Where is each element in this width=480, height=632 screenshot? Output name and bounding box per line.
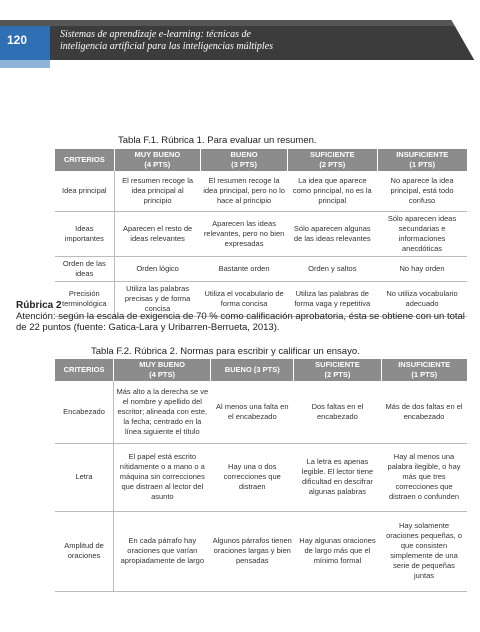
table2 — [55, 359, 467, 592]
header-label: INSUFICIENTE — [396, 150, 449, 159]
table1-header-muy-bueno — [114, 149, 200, 171]
table1-header-bueno — [201, 149, 288, 171]
criterion-cell: Orden de las ideas — [55, 256, 114, 281]
header-corner-cut — [440, 0, 480, 70]
header-label: BUENO (3 PTS) — [224, 365, 280, 374]
rubric2-section — [16, 300, 471, 333]
table-cell: El resumen recoge la idea principal, pero no lo hace al principio — [201, 171, 288, 211]
table-row — [55, 256, 467, 281]
table-cell: Aparecen las ideas relevantes, pero no bien expresadas — [201, 211, 288, 256]
table-row — [55, 511, 467, 591]
table-cell: Dos faltas en el encabezado — [294, 381, 381, 443]
table1 — [55, 149, 467, 317]
header-label: SUFICIENTE — [309, 150, 355, 159]
page-number-accent — [0, 60, 50, 68]
criterion-cell: Amplitud de oraciones — [55, 511, 114, 591]
header-points: (4 PTS) — [144, 160, 171, 169]
header-label: CRITERIOS — [63, 155, 105, 164]
criterion-cell: Encabezado — [55, 381, 114, 443]
table-cell: Utiliza las palabras precisas y de forma concisa — [114, 281, 200, 316]
table2-header-insuficiente — [381, 359, 467, 381]
criterion-cell: Letra — [55, 443, 114, 511]
table2-header-muy-bueno — [114, 359, 211, 381]
header-label: CRITERIOS — [63, 365, 105, 374]
table-row — [55, 381, 467, 443]
table-cell: El resumen recoge la idea principal al principio — [114, 171, 200, 211]
table1-header-suficiente — [288, 149, 378, 171]
table-cell: Más de dos faltas en el encabezado — [381, 381, 467, 443]
header-points: (2 PTS) — [324, 370, 351, 379]
table-cell: Algunos párrafos tienen oraciones largas y bien pensadas — [211, 511, 294, 591]
table-cell: No aparece la idea principal, está todo confuso — [377, 171, 467, 211]
table-cell: Orden y saltos — [288, 256, 378, 281]
running-title — [60, 29, 420, 53]
table-cell: El papel está escrito nítidamente o a mano o a máquina sin correcciones que distraen al lector del asunto — [114, 443, 211, 511]
table-cell: Hay solamente oraciones pequeñas, o que consisten simplemente de una serie de pequeñas juntas — [381, 511, 467, 591]
table1-header-criteria — [55, 149, 114, 171]
table-cell: Al menos una falta en el encabezado — [211, 381, 294, 443]
header-label: MUY BUENO — [134, 150, 181, 159]
table-cell: Utiliza el vocabulario de forma concisa — [201, 281, 288, 316]
table-cell: La letra es apenas legible. El lector tiene dificultad en descifrar algunas palabras — [294, 443, 381, 511]
table2-header-suficiente — [294, 359, 381, 381]
criterion-cell: Idea principal — [55, 171, 114, 211]
table1-header-insuficiente — [377, 149, 467, 171]
table-row — [55, 211, 467, 256]
table2-caption: Tabla F.2. Rúbrica 2. Normas para escribir y calificar un ensayo. — [91, 346, 360, 357]
header-points: (2 PTS) — [319, 160, 346, 169]
header-points: (1 PTS) — [409, 160, 436, 169]
table-cell: La idea que aparece como principal, no es la principal — [288, 171, 378, 211]
table2-header-row — [55, 359, 467, 381]
table-cell: No hay orden — [377, 256, 467, 281]
criterion-cell: Ideas importantes — [55, 211, 114, 256]
table2-header-criteria — [55, 359, 114, 381]
header-label: SUFICIENTE — [315, 360, 360, 369]
table2-header-bueno — [211, 359, 294, 381]
rubric2-heading: Rúbrica 2 — [16, 300, 62, 311]
table-cell: Sólo aparecen algunas de las ideas relevantes — [288, 211, 378, 256]
criterion-cell: Precisión terminológica — [55, 281, 114, 316]
table-row — [55, 171, 467, 211]
table-cell: Sólo aparecen ideas secundarias e informaciones anecdóticas — [377, 211, 467, 256]
table-cell: Aparecen el resto de ideas relevantes — [114, 211, 200, 256]
table-cell: Hay algunas oraciones de largo más que el mínimo formal — [294, 511, 381, 591]
table-cell: Bastante orden — [201, 256, 288, 281]
running-title-line1: Sistemas de aprendizaje e-learning: técnicas de — [60, 29, 251, 40]
table-row — [55, 443, 467, 511]
header-label: BUENO — [230, 150, 258, 159]
table1-caption: Tabla F.1. Rúbrica 1. Para evaluar un resumen. — [118, 135, 317, 146]
table-cell: Orden lógico — [114, 256, 200, 281]
running-title-line2: inteligencia artificial para las inteligencias múltiples — [60, 41, 274, 52]
page-header — [0, 0, 480, 70]
page-number: 120 — [7, 33, 28, 47]
header-points: (1 PTS) — [411, 370, 438, 379]
table-cell: Hay al menos una palabra ilegible, o hay más que tres correcciones que distraen o confunden — [381, 443, 467, 511]
rubric2-text: Atención: según la escala de exigencia de 70 % como calificación aprobatoria, ésta se obtiene con un total de 22 puntos (fuente: Gatica-Lara y Uribarren-Berrueta, 2013). — [16, 311, 465, 333]
header-points: (3 PTS) — [231, 160, 257, 169]
table-cell: Más alto a la derecha se ve el nombre y apellido del escritor; alineada con este, la fecha; centrado en la línea siguiente el título — [114, 381, 211, 443]
table-cell: No utiliza vocabulario adecuado — [377, 281, 467, 316]
table-cell: Hay una o dos correcciones que distraen — [211, 443, 294, 511]
table-cell: En cada párrafo hay oraciones que varían apropiadamente de largo — [114, 511, 211, 591]
table-cell: Utiliza las palabras de forma vaga y repetitiva — [288, 281, 378, 316]
header-label: INSUFICIENTE — [398, 360, 451, 369]
header-label: MUY BUENO — [139, 360, 185, 369]
header-points: (4 PTS) — [149, 370, 175, 379]
table1-header-row — [55, 149, 467, 171]
